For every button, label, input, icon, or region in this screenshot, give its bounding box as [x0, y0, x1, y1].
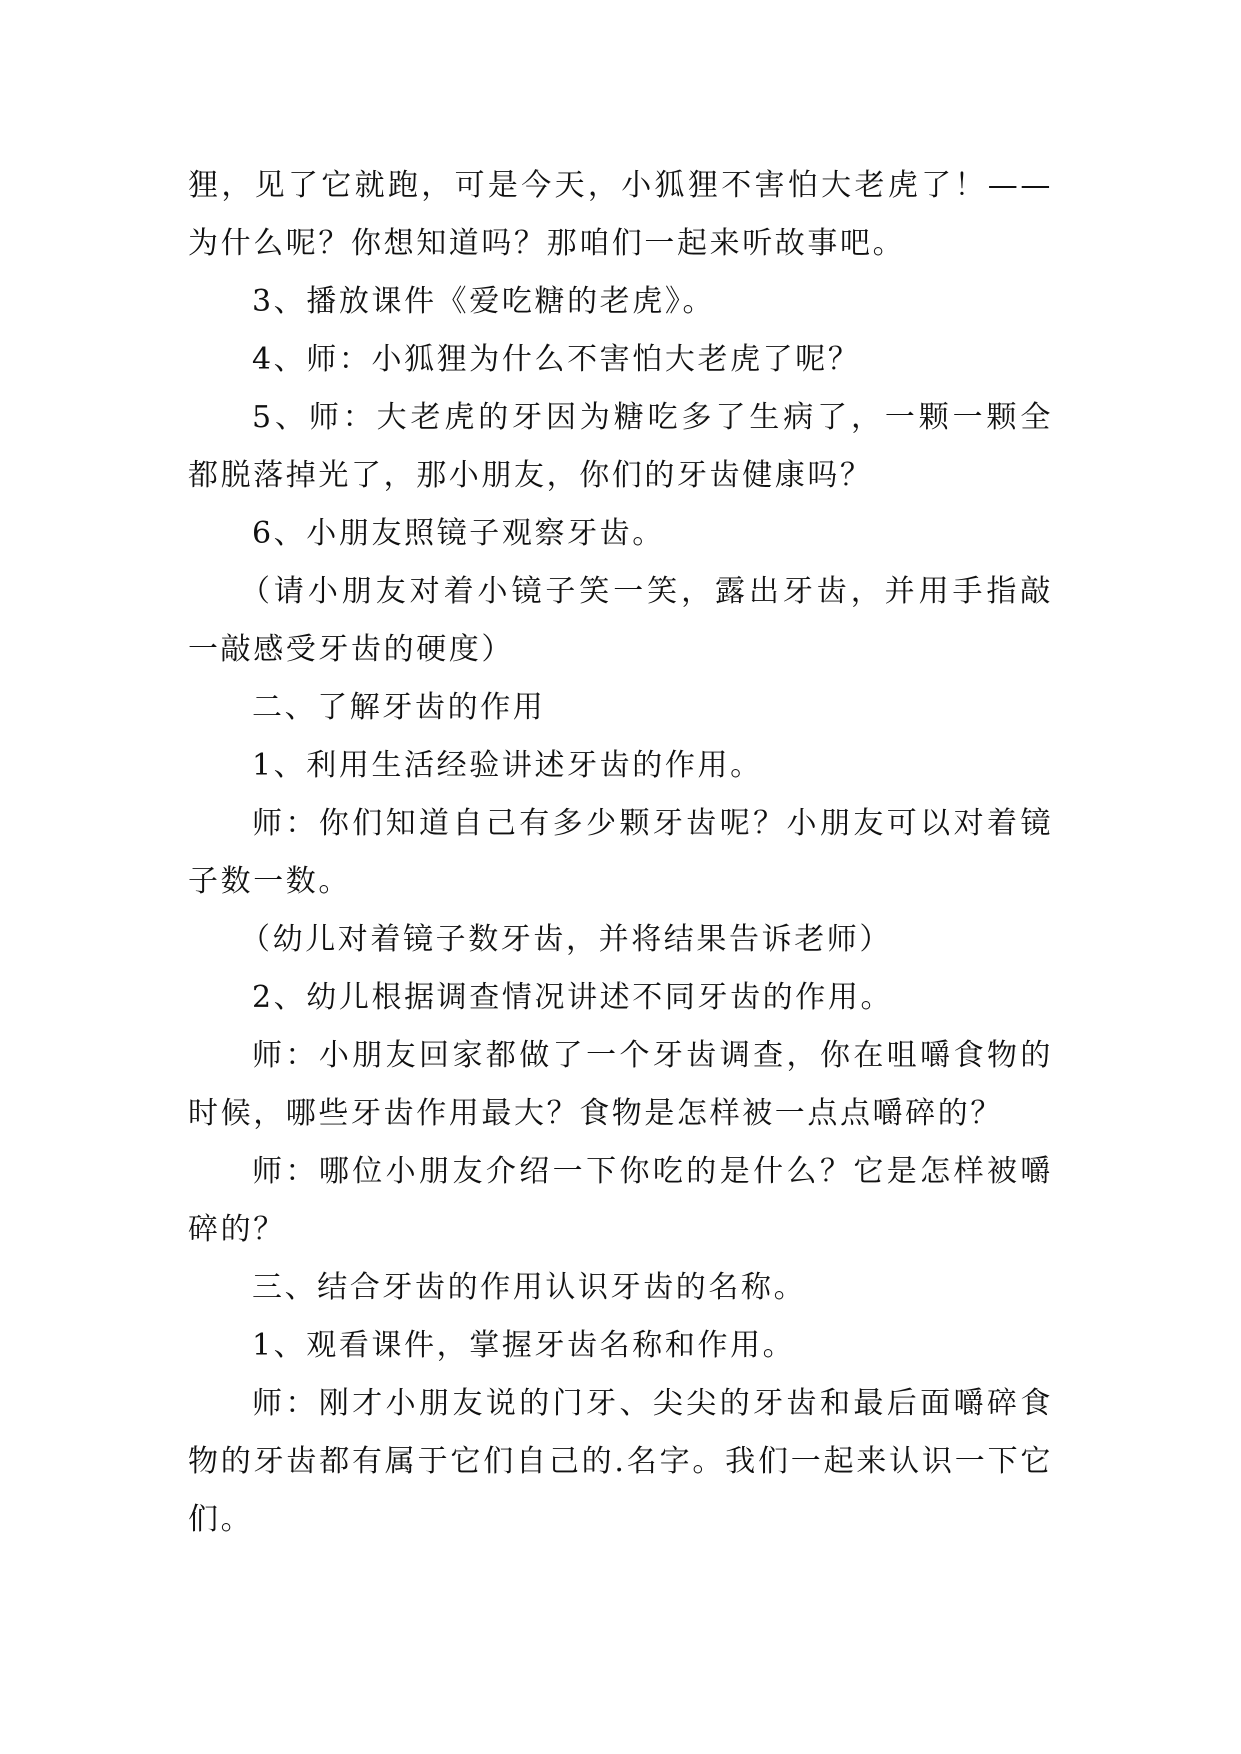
paragraph: 6、小朋友照镜子观察牙齿。	[252, 516, 665, 551]
section-heading: 二、了解牙齿的作用	[252, 690, 546, 725]
section-heading: 三、结合牙齿的作用认识牙齿的名称。	[252, 1270, 807, 1305]
paragraph: 师：刚才小朋友说的门牙、尖尖的牙齿和最后面嚼碎食物的牙齿都有属于它们自己的.名字。我们一起来认识一下它们。	[188, 1386, 1053, 1537]
paragraph: 2、幼儿根据调查情况讲述不同牙齿的作用。	[252, 980, 894, 1015]
paragraph: 5、师：大老虎的牙因为糖吃多了生病了，一颗一颗全都脱落掉光了，那小朋友，你们的牙齿健康吗？	[188, 400, 1053, 493]
paragraph: 师：你们知道自己有多少颗牙齿呢？小朋友可以对着镜子数一数。	[188, 806, 1053, 899]
paragraph: （幼儿对着镜子数牙齿，并将结果告诉老师）	[240, 922, 892, 957]
paragraph: 师：小朋友回家都做了一个牙齿调查，你在咀嚼食物的时候，哪些牙齿作用最大？食物是怎样被一点点嚼碎的？	[188, 1038, 1053, 1131]
paragraph: 1、利用生活经验讲述牙齿的作用。	[252, 748, 763, 783]
paragraph: 师：哪位小朋友介绍一下你吃的是什么？它是怎样被嚼碎的？	[188, 1154, 1053, 1247]
paragraph: 3、播放课件《爱吃糖的老虎》。	[252, 284, 716, 319]
paragraph: 狸，见了它就跑，可是今天，小狐狸不害怕大老虎了！——为什么呢？你想知道吗？那咱们一起来听故事吧。	[188, 168, 1053, 261]
document-body	[188, 157, 1053, 1549]
paragraph: 4、师：小狐狸为什么不害怕大老虎了呢？	[252, 342, 861, 377]
paragraph: （请小朋友对着小镜子笑一笑，露出牙齿，并用手指敲一敲感受牙齿的硬度）	[188, 574, 1053, 667]
paragraph: 1、观看课件，掌握牙齿名称和作用。	[252, 1328, 796, 1363]
